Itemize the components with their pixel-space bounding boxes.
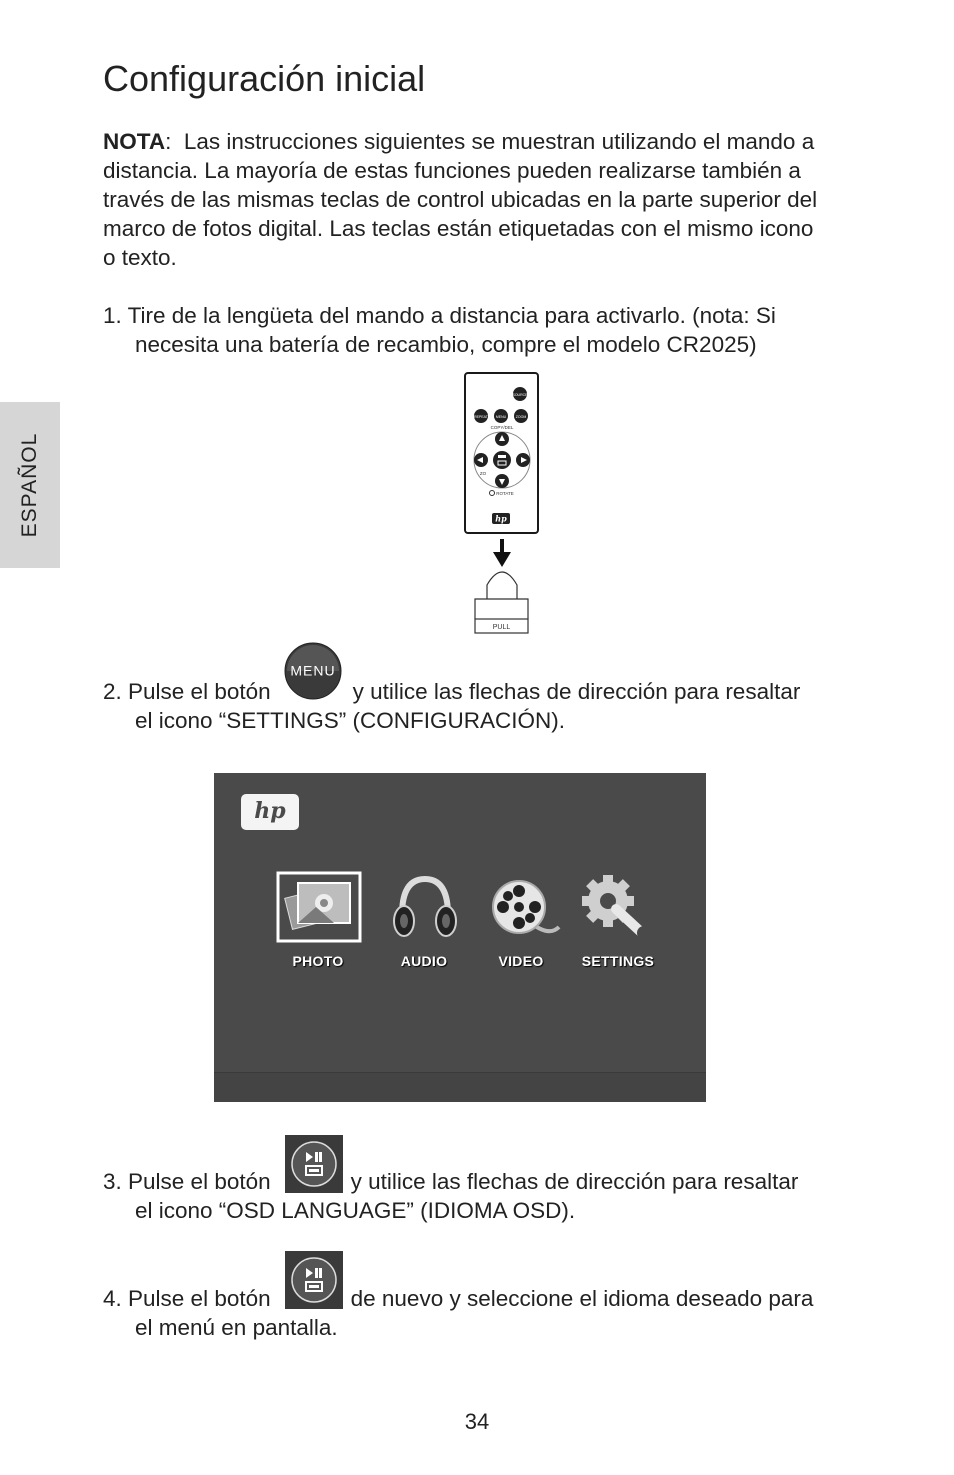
step-3 <box>103 1167 863 1225</box>
settings-gear-wrench-icon <box>576 871 662 943</box>
step-2-line-1 <box>103 677 863 706</box>
note-paragraph <box>103 127 853 272</box>
step-4-line-1 <box>103 1284 863 1313</box>
screen-bottom-bar <box>214 1072 706 1102</box>
film-reel-icon <box>479 871 565 943</box>
step-3-prefix: 3. Pulse el botón <box>103 1169 271 1194</box>
remote-copydel-label: COPY/DEL <box>490 425 514 430</box>
remote-hp-logo: hp <box>495 513 507 524</box>
photo-icon <box>276 871 362 943</box>
menu-button-icon <box>284 642 342 700</box>
step-2-suffix: y utilice las flechas de dirección para resaltar <box>352 679 801 704</box>
step-2-prefix: 2. Pulse el botón <box>103 679 271 704</box>
note-label: NOTA <box>103 129 166 154</box>
play-pause-button-icon <box>285 1135 343 1193</box>
step-4-suffix: de nuevo y seleccione el idioma deseado para <box>350 1286 814 1311</box>
menu-screen <box>214 773 706 1102</box>
menu-item-photo-label: PHOTO <box>292 953 344 969</box>
note-line-5: o texto. <box>103 245 177 270</box>
hp-logo-text: hp <box>254 798 286 824</box>
remote-zoom-label: ZOOM <box>515 415 527 419</box>
step-4-line-2: el menú en pantalla. <box>135 1315 338 1340</box>
page-title: Configuración inicial <box>103 58 426 99</box>
remote-zoom-small-label: ZO <box>479 471 487 476</box>
step-1-line-1: 1. Tire de la lengüeta del mando a distancia para activarlo. (nota: Si <box>103 303 776 328</box>
remote-source-label: SOURCE <box>512 393 528 397</box>
step-1-line-2: necesita una batería de recambio, compre el modelo CR2025) <box>135 332 757 357</box>
remote-rotate-label: ROTATE <box>496 491 514 496</box>
play-pause-button-icon <box>285 1251 343 1309</box>
note-separator: : <box>165 129 172 154</box>
remote-control-illustration <box>462 371 542 637</box>
step-3-line-1 <box>103 1167 863 1196</box>
headphones-icon <box>382 871 468 943</box>
language-tab-label: ESPAÑOL <box>18 432 41 538</box>
language-side-tab <box>0 402 60 568</box>
step-4-prefix: 4. Pulse el botón <box>103 1286 271 1311</box>
remote-repeat-label: REPEAT <box>474 415 488 419</box>
hp-logo <box>241 794 299 830</box>
menu-item-audio-label: AUDIO <box>400 953 448 969</box>
page-number: 34 <box>464 1409 490 1434</box>
step-3-line-2: el icono “OSD LANGUAGE” (IDIOMA OSD). <box>135 1198 576 1223</box>
note-line-1-text: Las instrucciones siguientes se muestran utilizando el mando a <box>183 129 815 154</box>
step-2 <box>103 677 863 735</box>
menu-button-label: MENU <box>290 662 336 679</box>
note-line-4: marco de fotos digital. Las teclas están etiquetadas con el mismo icono <box>103 216 814 241</box>
pull-tab-label: PULL <box>492 624 511 631</box>
note-line-1 <box>103 129 814 154</box>
note-line-2: distancia. La mayoría de estas funciones pueden realizarse también a <box>103 158 801 183</box>
step-2-line-2: el icono “SETTINGS” (CONFIGURACIÓN). <box>135 708 566 733</box>
step-1 <box>103 301 863 359</box>
step-4 <box>103 1284 863 1342</box>
remote-menu-label: MENU <box>495 415 507 419</box>
menu-item-video-label: VIDEO <box>498 953 544 969</box>
note-line-3: través de las mismas teclas de control ubicadas en la parte superior del <box>103 187 818 212</box>
menu-item-settings-label: SETTINGS <box>581 953 655 969</box>
step-3-suffix: y utilice las flechas de dirección para resaltar <box>350 1169 799 1194</box>
